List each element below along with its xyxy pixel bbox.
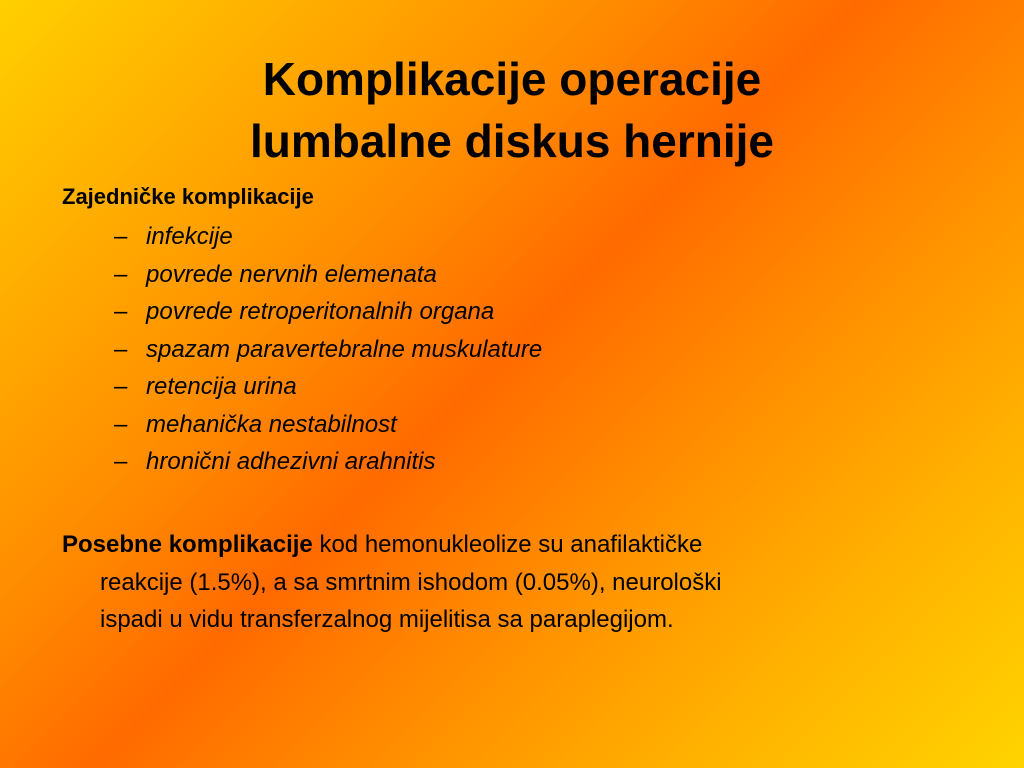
paragraph-text-1: kod hemonukleolize su anafilaktičke <box>312 531 703 558</box>
title-line-1: Komplikacije operacije <box>262 53 762 105</box>
dash-bullet: – <box>114 335 128 363</box>
list-item <box>114 331 542 369</box>
common-complications-list <box>114 218 542 481</box>
title-line-2: lumbalne diskus hernije <box>249 115 775 167</box>
list-item-text: retencija urina <box>146 373 297 400</box>
list-item-text: infekcije <box>146 223 233 250</box>
dash-bullet: – <box>114 260 128 288</box>
paragraph-line-1 <box>62 526 932 564</box>
common-complications-heading: Zajedničke komplikacije <box>62 184 314 209</box>
list-item-text: spazam paravertebralne muskulature <box>146 335 543 363</box>
paragraph-line-2: reakcije (1.5%), a sa smrtnim ishodom (0.05%), neurološki <box>100 568 722 596</box>
dash-bullet: – <box>114 223 128 250</box>
list-item <box>114 406 542 444</box>
list-item <box>114 218 542 256</box>
dash-bullet: – <box>114 448 128 475</box>
dash-bullet: – <box>114 410 128 438</box>
list-item-text: povrede nervnih elemenata <box>146 260 437 288</box>
list-item <box>114 368 542 406</box>
dash-bullet: – <box>114 373 128 400</box>
list-item <box>114 443 542 481</box>
list-item <box>114 293 542 331</box>
list-item-text: hronični adhezivni arahnitis <box>146 448 436 475</box>
paragraph-line-3: ispadi u vidu transferzalnog mijelitisa sa paraplegijom. <box>100 606 674 633</box>
dash-bullet: – <box>114 298 128 325</box>
slide-title <box>0 48 1024 172</box>
special-complications-paragraph <box>62 526 932 639</box>
list-item-text: mehanička nestabilnost <box>146 410 397 438</box>
list-item <box>114 256 542 294</box>
list-item-text: povrede retroperitonalnih organa <box>146 298 495 325</box>
special-complications-heading: Posebne komplikacije <box>62 531 313 558</box>
